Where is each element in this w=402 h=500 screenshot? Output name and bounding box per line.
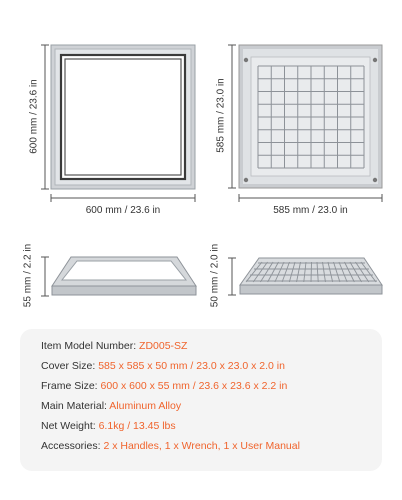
spec-row-frame-size bbox=[41, 380, 287, 392]
spec-label: Accessories: bbox=[41, 440, 101, 452]
spec-label: Item Model Number: bbox=[41, 340, 137, 352]
spec-label: Net Weight: bbox=[41, 420, 96, 432]
frame-side-view bbox=[52, 257, 196, 295]
cover-width-dimension-line bbox=[239, 194, 382, 202]
frame-height-dimension-line bbox=[41, 45, 49, 189]
spec-value: ZD005-SZ bbox=[139, 340, 188, 352]
spec-label: Main Material: bbox=[41, 400, 107, 412]
spec-row-accessories bbox=[41, 440, 300, 452]
cover-height-dimension-line bbox=[228, 45, 236, 188]
frame-height-label: 600 mm / 23.6 in bbox=[28, 79, 40, 154]
frame-side-height-label: 55 mm / 2.2 in bbox=[22, 243, 34, 308]
cover-height-label: 585 mm / 23.0 in bbox=[215, 78, 227, 153]
spec-label: Cover Size: bbox=[41, 360, 96, 372]
spec-value: 585 x 585 x 50 mm / 23.0 x 23.0 x 2.0 in bbox=[98, 360, 285, 372]
spec-label: Frame Size: bbox=[41, 380, 98, 392]
frame-width-dimension-line bbox=[51, 194, 195, 202]
spec-row-model bbox=[41, 340, 187, 352]
spec-value: 6.1kg / 13.45 lbs bbox=[98, 420, 176, 432]
spec-value: Aluminum Alloy bbox=[109, 400, 182, 412]
spec-value: 600 x 600 x 55 mm / 23.6 x 23.6 x 2.2 in bbox=[100, 380, 288, 392]
frame-top-view bbox=[51, 45, 195, 189]
cover-side-view bbox=[240, 258, 382, 294]
frame-width-label: 600 mm / 23.6 in bbox=[85, 205, 161, 216]
cover-side-height-label: 50 mm / 2.0 in bbox=[209, 243, 221, 308]
cover-top-view bbox=[239, 45, 382, 188]
spec-row-cover-size bbox=[41, 360, 285, 372]
cover-width-label: 585 mm / 23.0 in bbox=[273, 205, 348, 216]
cover-side-dimension-line bbox=[228, 258, 236, 295]
specifications-panel bbox=[20, 329, 382, 471]
frame-side-dimension-line bbox=[41, 257, 49, 296]
spec-value: 2 x Handles, 1 x Wrench, 1 x User Manual bbox=[103, 440, 300, 452]
spec-row-material bbox=[41, 400, 181, 412]
spec-row-weight bbox=[41, 420, 176, 432]
